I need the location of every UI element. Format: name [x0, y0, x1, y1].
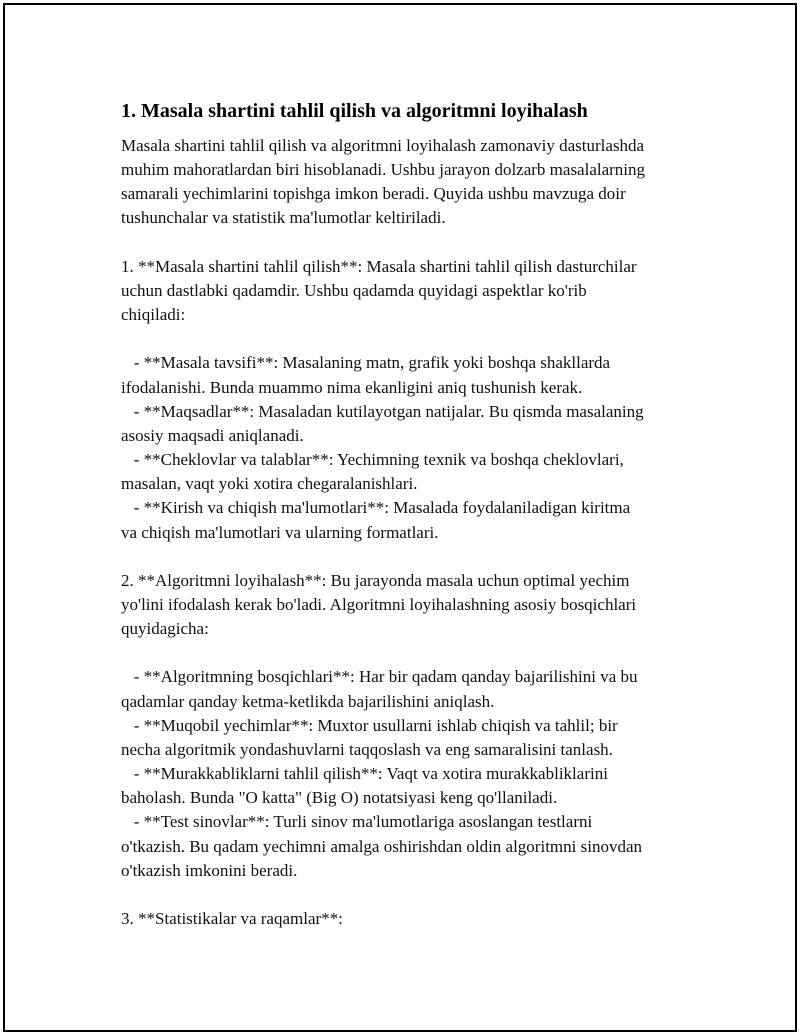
- document-content: [121, 98, 701, 931]
- page-title: 1. Masala shartini tahlil qilish va algoritmni loyihalash: [121, 100, 588, 122]
- page-frame: [3, 3, 797, 1032]
- document-body: Masala shartini tahlil qilish va algoritmni loyihalash zamonaviy dasturlashda muhim mahoratlardan biri hisoblanadi. Ushbu jarayon dolzarb masalalarning samarali yechimlarini topishga imkon beradi. Quyida ushbu mavzuga doir tushunchalar va statistik ma'lumotlar keltiriladi. 1. **Masala shartini tahlil qilish**: Masala shartini tahlil qilish dasturchilar uchun dastlabki qadamdir. Ushbu qadamda quyidagi aspektlar ko'rib chiqiladi: - **Masala tavsifi**: Masalaning matn, grafik yoki boshqa shakllarda ifodalanishi. Bunda muammo nima ekanligini aniq tushunish kerak. - **Maqsadlar**: Masaladan kutilayotgan natijalar. Bu qismda masalaning asosiy maqsadi aniqlanadi. - **Cheklovlar va talablar**: Yechimning texnik va boshqa cheklovlari, masalan, vaqt yoki xotira chegaralanishlari. - **Kirish va chiqish ma'lumotlari**: Masalada foydalaniladigan kiritma va chiqish ma'lumotlari va ularning formatlari. 2. **Algoritmni loyihalash**: Bu jarayonda masala uchun optimal yechim yo'lini ifodalash kerak bo'ladi. Algoritmni loyihalashning asosiy bosqichlari quyidagicha: - **Algoritmning bosqichlari**: Har bir qadam qanday bajarilishini va bu qadamlar qanday ketma-ketlikda bajarilishini aniqlash. - **Muqobil yechimlar**: Muxtor usullarni ishlab chiqish va tahlil; bir necha algoritmik yondashuvlarni taqqoslash va eng samaralisini tanlash. - **Murakkabliklarni tahlil qilish**: Vaqt va xotira murakkabliklarini baholash. Bunda "O katta" (Big O) notatsiyasi keng qo'llaniladi. - **Test sinovlar**: Turli sinov ma'lumotlariga asoslangan testlarni o'tkazish. Bu qadam yechimni amalga oshirishdan oldin algoritmni sinovdan o'tkazish imkonini beradi. 3. **Statistikalar va raqamlar**:: [121, 136, 646, 928]
